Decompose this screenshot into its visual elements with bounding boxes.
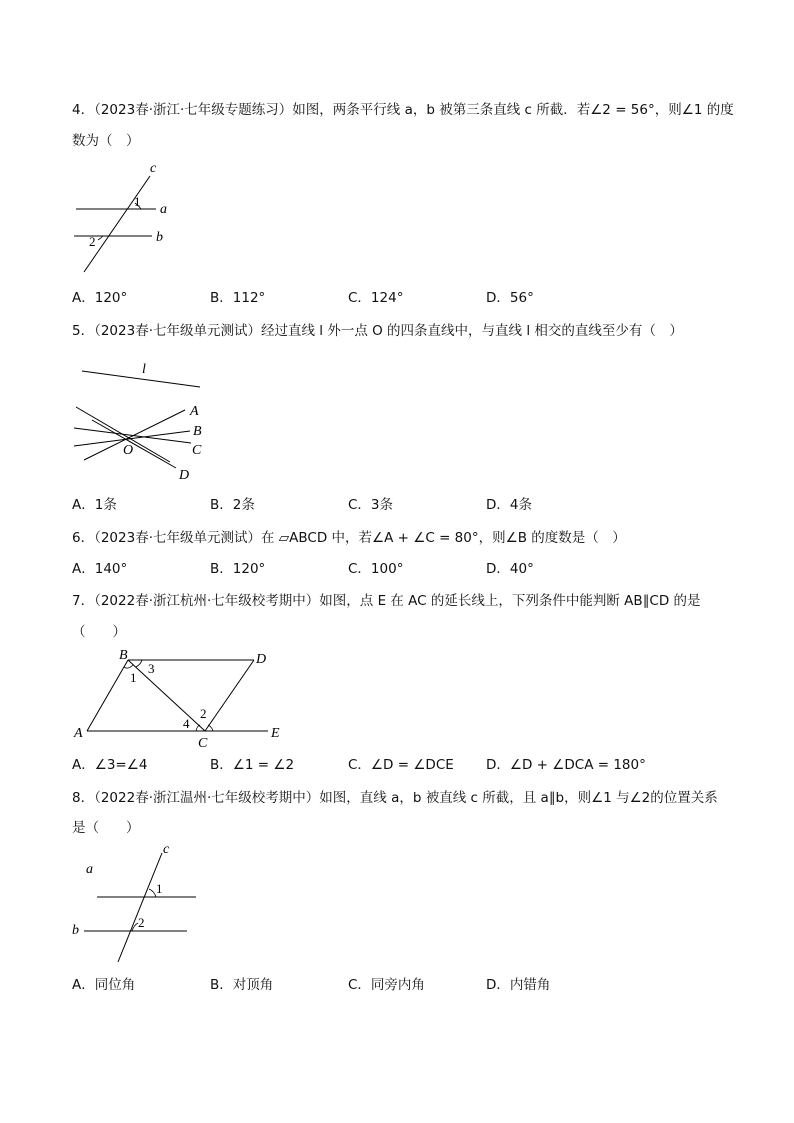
q5-label-b: B (193, 424, 202, 439)
q7-option-a[interactable]: A．∠3=∠4 (72, 757, 148, 773)
q4-option-d[interactable]: D．56° (486, 290, 534, 306)
q8-label-b: b (72, 923, 79, 938)
q8-label-c: c (163, 842, 170, 857)
q7-stem-line2: （ ） (72, 624, 126, 640)
q7-label-b: B (119, 648, 128, 663)
q8-option-d[interactable]: D．内错角 (486, 977, 551, 993)
q4-option-a[interactable]: A．120° (72, 290, 128, 306)
q6-stem-line1: 6．（2023春·七年级单元测试）在 ▱ABCD 中，若∠A + ∠C = 80°，则∠B 的度数是（ ） (72, 530, 626, 546)
q8-option-c[interactable]: C．同旁内角 (348, 977, 425, 993)
q5-label-c: C (192, 443, 202, 458)
q4-label-c: c (150, 161, 157, 176)
q6-option-c[interactable]: C．100° (348, 561, 404, 577)
q5-label-o: O (123, 443, 134, 458)
q7-option-d[interactable]: D．∠D + ∠DCA = 180° (486, 757, 646, 773)
q8-label-angle1: 1 (156, 881, 163, 896)
q6-option-d[interactable]: D．40° (486, 561, 534, 577)
q4-label-angle2: 2 (89, 234, 96, 249)
q8-label-angle2: 2 (138, 915, 145, 930)
q6-option-a[interactable]: A．140° (72, 561, 128, 577)
q8-option-b[interactable]: B．对顶角 (210, 977, 274, 993)
q5-label-l: l (142, 362, 146, 377)
q4-stem-line2: 数为（ ） (72, 133, 140, 149)
q8-stem-line1: 8．（2022春·浙江温州·七年级校考期中）如图，直线 a，b 被直线 c 所截，且 a∥b，则∠1 与∠2的位置关系 (72, 790, 718, 806)
q7-label-angle3: 3 (148, 661, 155, 676)
q7-label-c: C (198, 736, 208, 751)
q7-label-a: A (74, 726, 83, 741)
q7-option-c[interactable]: C．∠D = ∠DCE (348, 757, 454, 773)
q7-stem-line1: 7．（2022春·浙江杭州·七年级校考期中）如图，点 E 在 AC 的延长线上，下列条件中能判断 AB∥CD 的是 (72, 593, 701, 609)
q5-option-a[interactable]: A．1条 (72, 497, 117, 513)
q4-option-c[interactable]: C．124° (348, 290, 404, 306)
q4-label-a: a (160, 202, 167, 217)
q7-label-angle1: 1 (130, 670, 137, 685)
q4-stem-line1: 4．（2023春·浙江·七年级专题练习）如图，两条平行线 a，b 被第三条直线 c 所截．若∠2 = 56°，则∠1 的度 (72, 102, 734, 118)
q5-option-c[interactable]: C．3条 (348, 497, 394, 513)
q6-option-b[interactable]: B．120° (210, 561, 266, 577)
q5-stem-line1: 5．（2023春·七年级单元测试）经过直线 l 外一点 O 的四条直线中，与直线 l 相交的直线至少有（ ） (72, 323, 683, 339)
q7-label-e: E (271, 726, 280, 741)
q8-stem-line2: 是（ ） (72, 820, 140, 836)
q8-angle1-arc (149, 889, 156, 897)
q8-label-a: a (86, 862, 93, 877)
q5-label-d: D (179, 468, 190, 483)
q8-line-c (118, 853, 162, 962)
q7-label-angle4: 4 (183, 716, 190, 731)
q5-option-d[interactable]: D．4条 (486, 497, 532, 513)
q4-option-b[interactable]: B．112° (210, 290, 266, 306)
q5-option-b[interactable]: B．2条 (210, 497, 255, 513)
q7-option-b[interactable]: B．∠1 = ∠2 (210, 757, 295, 773)
q4-label-angle1: 1 (134, 194, 141, 209)
q8-option-a[interactable]: A．同位角 (72, 977, 136, 993)
q7-label-d: D (256, 652, 267, 667)
q4-label-b: b (156, 230, 163, 245)
q5-label-a: A (190, 404, 199, 419)
q7-label-angle2: 2 (200, 706, 207, 721)
